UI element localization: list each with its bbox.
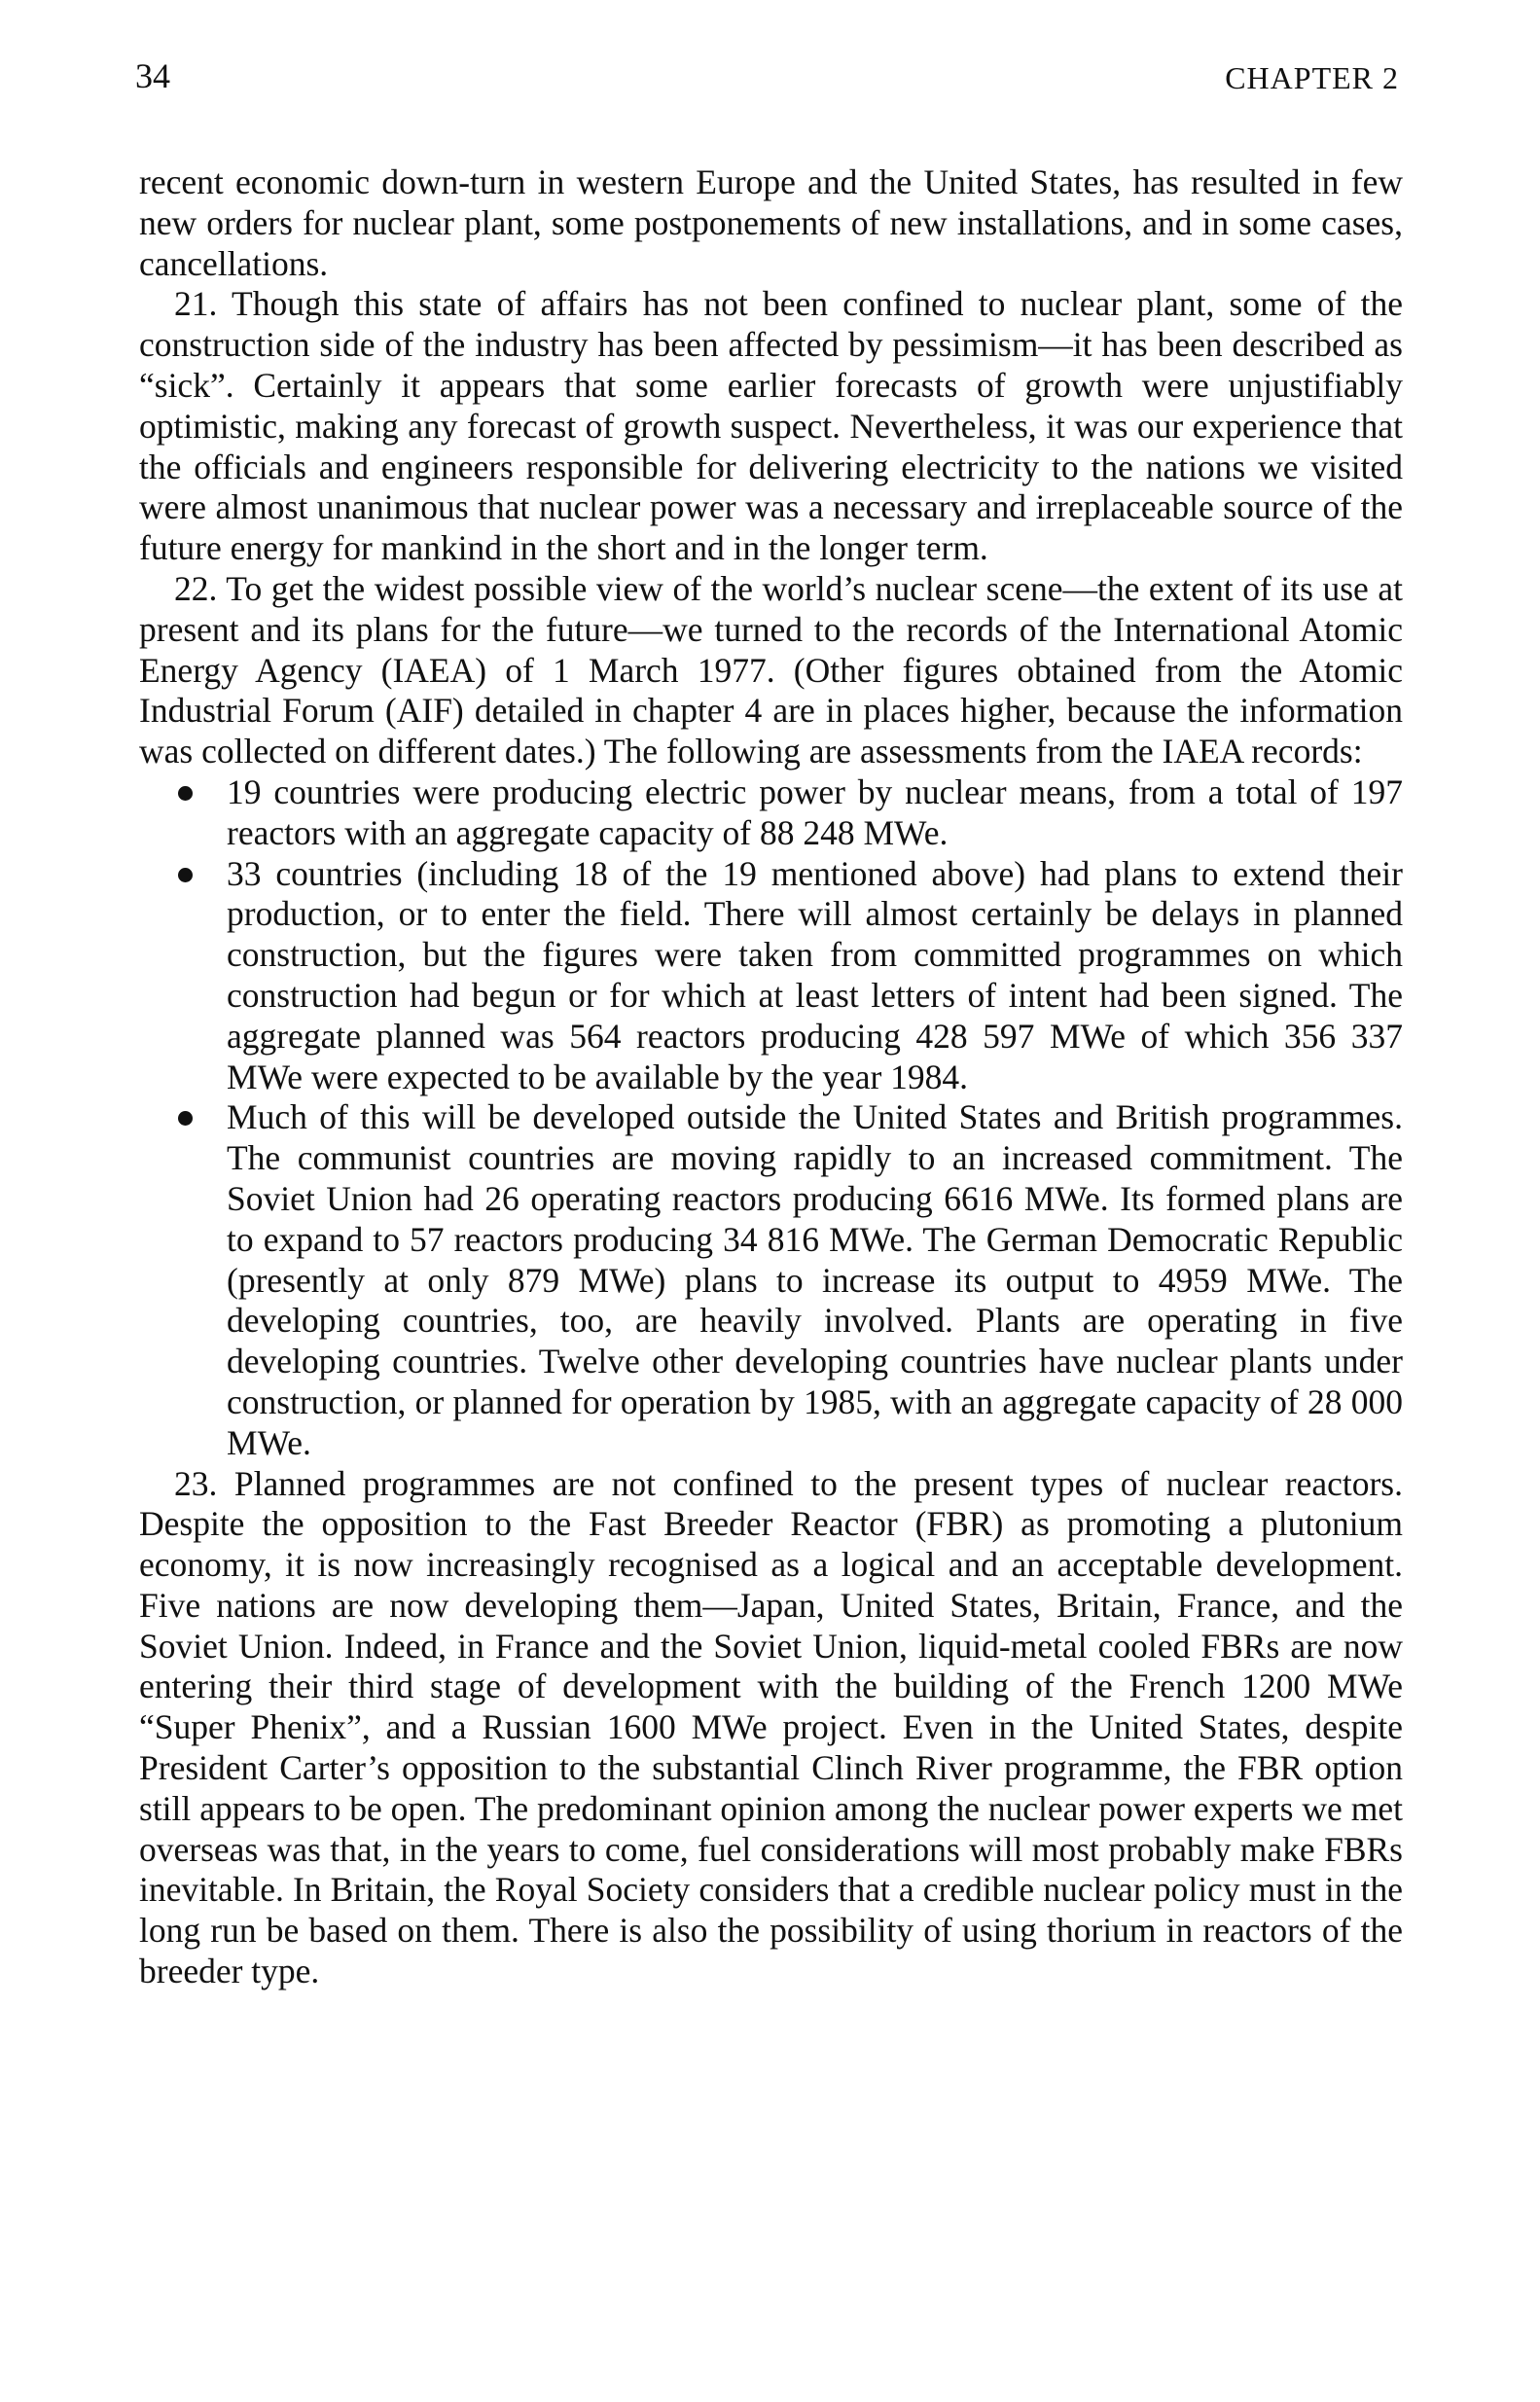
paragraph-continuation: recent economic down-turn in western Europe and the United States, has resulted in few new orders for nuclear plant, some postponements of new installations, and in some cases, cancellations. <box>139 162 1403 283</box>
document-page <box>135 51 1403 1992</box>
list-item <box>139 1097 1403 1463</box>
page-header <box>135 51 1403 109</box>
bullet-icon <box>178 786 193 801</box>
chapter-heading: CHAPTER 2 <box>1225 60 1399 95</box>
list-item <box>139 854 1403 1098</box>
paragraph-22: 22. To get the widest possible view of the world’s nuclear scene—the extent of its use at present and its plans for the future—we turned to the records of the International Atomic Energy Agency (IAEA) of 1 March 1977. (Other figures obtained from the Atomic Industrial Forum (AIF) detailed in chapter 4 are in places higher, because the information was collected on different dates.) The following are assessments from the IAEA records: <box>139 568 1403 771</box>
list-item-text: Much of this will be developed outside the United States and British programmes. The communist countries are moving rapidly to an increased commitment. The Soviet Union had 26 operating reactors producing 6616 MWe. Its formed plans are to expand to 57 reactors producing 34 816 MWe. The German Democratic Republic (presently at only 879 MWe) plans to increase its output to 4959 MWe. The developing countries, too, are heavily involved. Plants are operating in five developing countries. Twelve other developing countries have nuclear plants under construction, or planned for operation by 1985, with an aggregate capacity of 28 000 MWe. <box>227 1097 1403 1462</box>
list-item-text: 33 countries (including 18 of the 19 mentioned above) had plans to extend their production, or to enter the field. There will almost certainly be delays in planned construction, but the figures were taken from committed programmes on which construction had begun or for which at least letters of intent had been signed. The aggregate planned was 564 reactors producing 428 597 MWe of which 356 337 MWe were expected to be available by the year 1984. <box>227 853 1403 1096</box>
bullet-icon <box>178 868 193 882</box>
list-item <box>139 772 1403 854</box>
paragraph-23: 23. Planned programmes are not confined to the present types of nuclear reactors. Despite the opposition to the Fast Breeder Reactor (FBR) as promoting a plutonium economy, it is now increasingly recognised as a logical and an acceptable development. Five nations are now developing them—Japan, United States, Britain, France, and the Soviet Union. Indeed, in France and the Soviet Union, liquid-metal cooled FBRs are now entering their third stage of development with the building of the French 1200 MWe “Super Phenix”, and a Russian 1600 MWe project. Even in the United States, despite President Carter’s opposition to the substantial Clinch River programme, the FBR option still appears to be open. The predominant opinion among the nuclear power experts we met overseas was that, in the years to come, fuel considerations will most probably make FBRs inevitable. In Britain, the Royal Society considers that a credible nuclear policy must in the long run be based on them. There is also the possibility of using thorium in reactors of the breeder type. <box>139 1463 1403 1991</box>
bullet-icon <box>178 1111 193 1126</box>
body-text <box>139 162 1403 1992</box>
paragraph-21: 21. Though this state of affairs has not been confined to nuclear plant, some of the construction side of the industry has been affected by pessimism—it has been described as “sick”. Certainly it appears that some earlier forecasts of growth were unjustifiably optimistic, making any forecast of growth suspect. Nevertheless, it was our experience that the officials and engineers responsible for delivering electricity to the nations we visited were almost unanimous that nuclear power was a necessary and irreplaceable source of the future energy for mankind in the short and in the longer term. <box>139 284 1403 568</box>
assessment-list <box>139 772 1403 1464</box>
list-item-text: 19 countries were producing electric power by nuclear means, from a total of 197 reactors with an aggregate capacity of 88 248 MWe. <box>227 771 1403 852</box>
page-number: 34 <box>135 56 170 95</box>
